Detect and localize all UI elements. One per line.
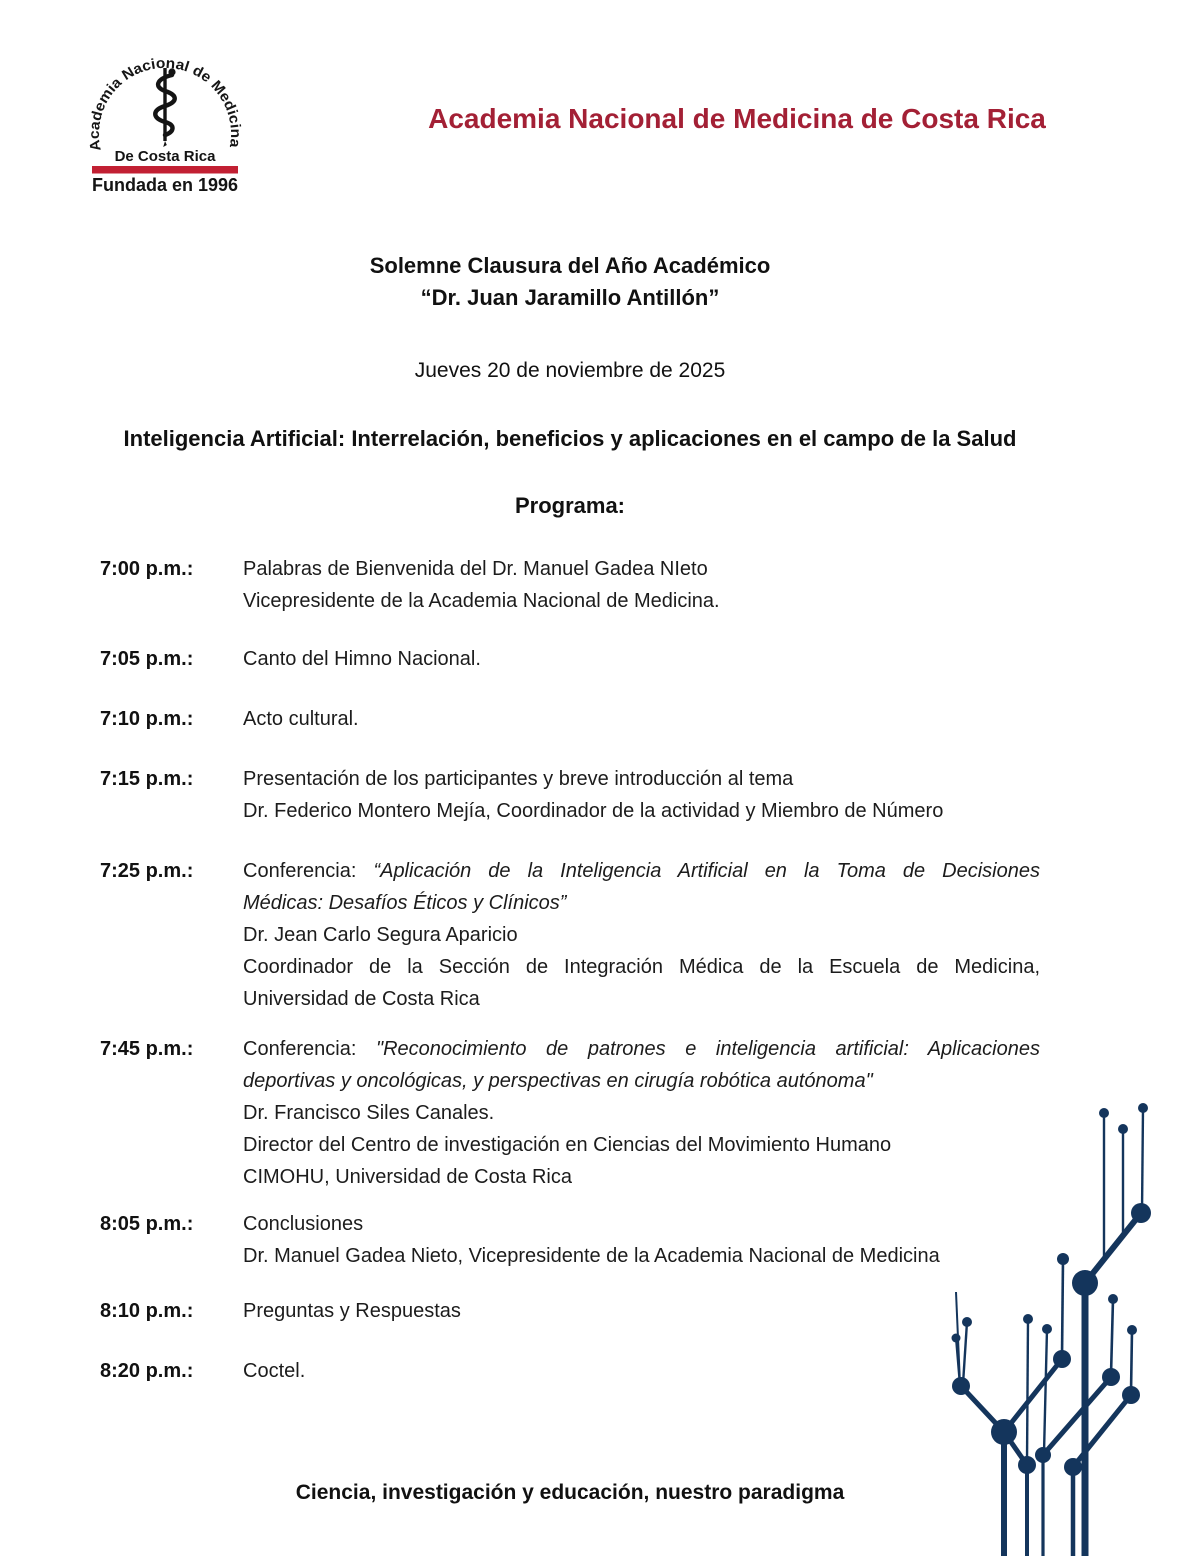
schedule-line	[243, 919, 1040, 951]
event-title-line1: Solemne Clausura del Año Académico	[369, 253, 771, 278]
schedule-line	[243, 1097, 1040, 1129]
event-theme: Inteligencia Artificial: Interrelación, beneficios y aplicaciones en el campo de la Salud	[123, 426, 1017, 451]
schedule-text: Coctel.	[243, 1360, 306, 1382]
academy-logo	[85, 38, 245, 196]
schedule-time: 8:10 p.m.:	[100, 1300, 194, 1322]
schedule-text: Dr. Federico Montero Mejía, Coordinador de la actividad y Miembro de Número	[243, 800, 944, 822]
schedule-time: 8:05 p.m.:	[100, 1213, 194, 1235]
schedule-text: Dr. Manuel Gadea Nieto, Vicepresidente de la Academia Nacional de Medicina	[243, 1245, 940, 1267]
schedule-time: 8:20 p.m.:	[100, 1360, 194, 1382]
schedule-line	[243, 855, 1040, 887]
circuit-tree-svg	[950, 1086, 1180, 1556]
schedule-time: 7:10 p.m.:	[100, 708, 194, 730]
schedule-description	[243, 643, 1040, 675]
schedule-time: 7:15 p.m.:	[100, 768, 194, 790]
schedule-line	[243, 703, 1040, 735]
schedule-text: Vicepresidente de la Academia Nacional de Medicina.	[243, 590, 720, 612]
schedule-time: 7:00 p.m.:	[100, 558, 194, 580]
program-content	[100, 250, 1040, 1415]
schedule-text: Palabras de Bienvenida del Dr. Manuel Gadea NIeto	[243, 558, 708, 580]
schedule-line	[243, 1240, 1040, 1272]
rod-of-asclepius-icon	[155, 68, 175, 147]
event-date: Jueves 20 de noviembre de 2025	[414, 359, 726, 382]
schedule-line	[243, 763, 1040, 795]
event-title	[100, 250, 1040, 314]
schedule-line	[243, 1033, 1040, 1065]
logo-founded: Fundada en 1996	[91, 175, 239, 195]
program-label: Programa:	[514, 493, 626, 518]
schedule-description	[243, 553, 1040, 617]
schedule-line	[243, 1295, 1040, 1327]
page-title: Academia Nacional de Medicina de Costa Rica	[428, 103, 1046, 134]
schedule-time: 7:05 p.m.:	[100, 648, 194, 670]
schedule-line	[243, 983, 1040, 1015]
schedule-row	[100, 703, 1040, 735]
conference-title-text: “Aplicación de la Inteligencia Artificial en la Toma de Decisiones	[373, 860, 1040, 882]
schedule-description	[243, 855, 1040, 1015]
schedule-text: Dr. Francisco Siles Canales.	[243, 1102, 495, 1124]
schedule-row	[100, 1295, 1040, 1327]
schedule-description	[243, 763, 1040, 827]
schedule-text: Conferencia:	[243, 860, 374, 882]
schedule-text: Preguntas y Respuestas	[243, 1300, 461, 1322]
schedule-text: Acto cultural.	[243, 708, 359, 730]
conference-title-text: Médicas: Desafíos Éticos y Clínicos”	[243, 892, 567, 914]
schedule-description	[243, 703, 1040, 735]
logo-arc-text: Academia Nacional de Medicina	[86, 55, 244, 153]
schedule-line	[243, 643, 1040, 675]
conference-title-text: deportivas y oncológicas, y perspectivas en cirugía robótica autónoma"	[243, 1070, 873, 1092]
schedule-row	[100, 763, 1040, 827]
schedule-row	[100, 643, 1040, 675]
logo-subtitle: De Costa Rica	[114, 148, 216, 165]
schedule-text: Conclusiones	[243, 1213, 364, 1235]
schedule-description	[243, 1033, 1040, 1193]
schedule-description	[243, 1355, 1040, 1387]
academy-logo-graphic	[85, 38, 245, 196]
schedule-text: Dr. Jean Carlo Segura Aparicio	[243, 924, 518, 946]
schedule-text: Conferencia:	[243, 1038, 376, 1060]
schedule-text: Director del Centro de investigación en Ciencias del Movimiento Humano	[243, 1134, 892, 1156]
schedule-line	[243, 585, 1040, 617]
schedule-line	[243, 887, 1040, 919]
schedule-line	[243, 1355, 1040, 1387]
schedule-line	[243, 1208, 1040, 1240]
schedule-line	[243, 1129, 1040, 1161]
schedule-line	[243, 795, 1040, 827]
footer-motto: Ciencia, investigación y educación, nuestro paradigma	[295, 1481, 845, 1504]
schedule-description	[243, 1208, 1040, 1272]
schedule-row	[100, 1355, 1040, 1387]
schedule-row	[100, 553, 1040, 617]
schedule-row	[100, 1208, 1040, 1272]
schedule-line	[243, 1161, 1040, 1193]
conference-title-text: "Reconocimiento de patrones e inteligencia artificial: Aplicaciones	[375, 1038, 1040, 1060]
schedule-description	[243, 1295, 1040, 1327]
event-title-line2: “Dr. Juan Jaramillo Antillón”	[420, 285, 720, 310]
schedule-time: 7:45 p.m.:	[100, 1038, 194, 1060]
schedule-text: Coordinador de la Sección de Integración Médica de la Escuela de Medicina,	[243, 956, 1040, 978]
schedule-line	[243, 1065, 1040, 1097]
schedule-row	[100, 855, 1040, 1015]
schedule-text: Canto del Himno Nacional.	[243, 648, 481, 670]
schedule-list	[100, 553, 1040, 1387]
schedule-text: Universidad de Costa Rica	[243, 988, 480, 1010]
schedule-line	[243, 553, 1040, 585]
schedule-text: CIMOHU, Universidad de Costa Rica	[243, 1166, 572, 1188]
logo-red-bar	[92, 166, 238, 174]
circuit-tree-graphic	[950, 1086, 1180, 1556]
schedule-line	[243, 951, 1040, 983]
schedule-text: Presentación de los participantes y breve introducción al tema	[243, 768, 794, 790]
schedule-time: 7:25 p.m.:	[100, 860, 194, 882]
schedule-row	[100, 1033, 1040, 1193]
